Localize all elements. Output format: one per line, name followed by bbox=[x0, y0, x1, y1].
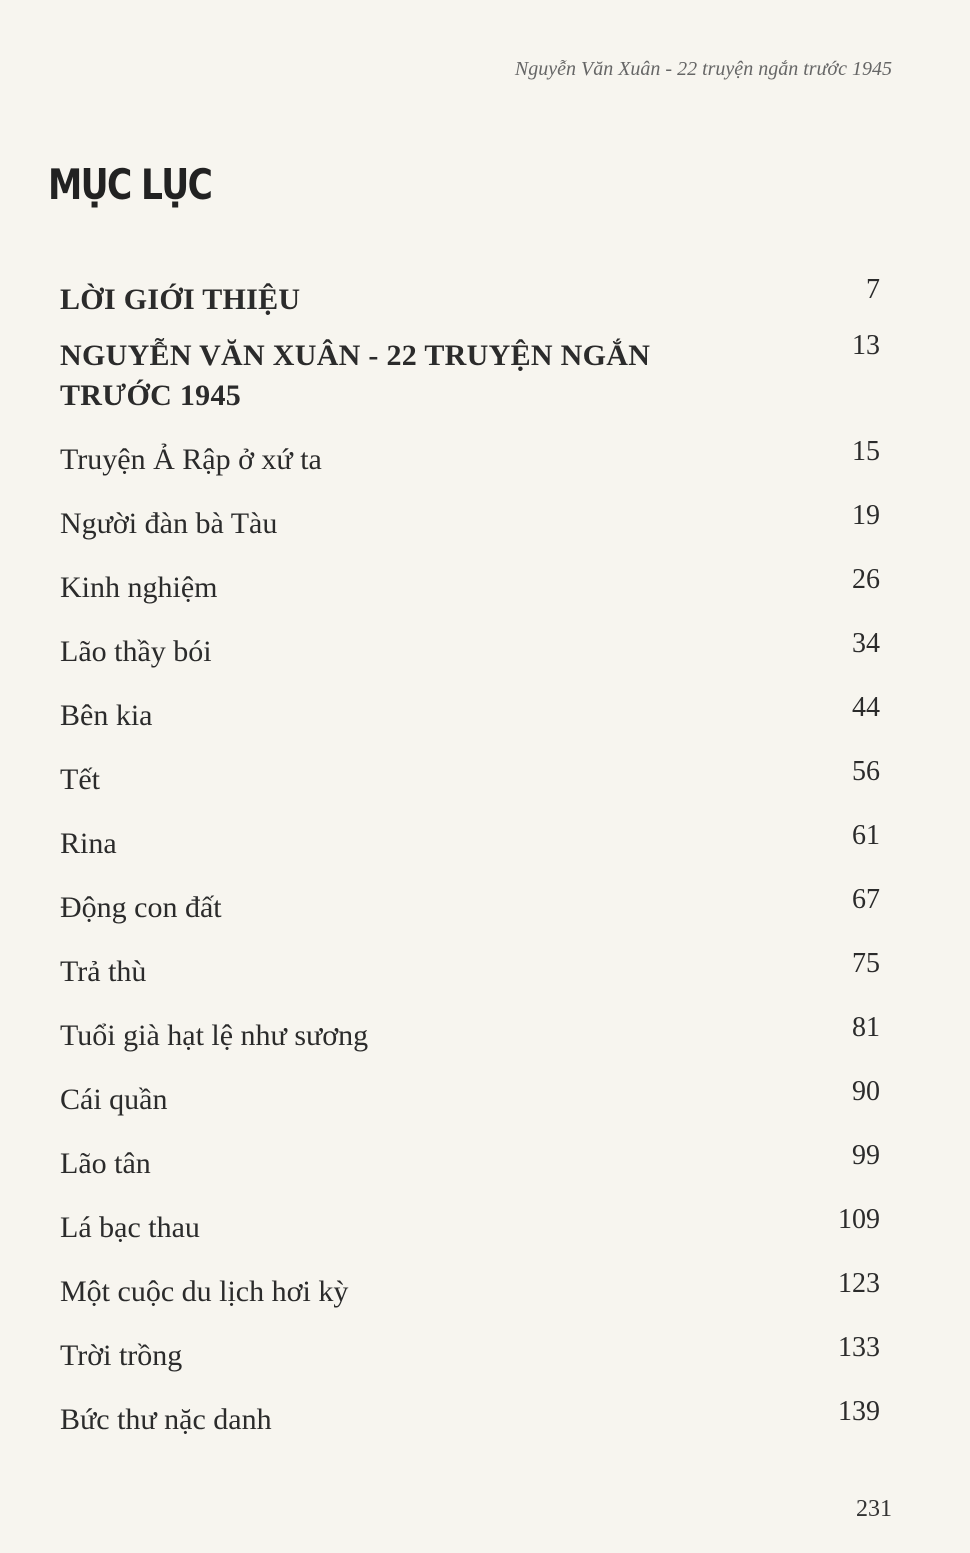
toc-entry-page: 81 bbox=[852, 1012, 880, 1043]
toc-entry-title: Trời trồng bbox=[60, 1339, 183, 1372]
toc-entry-title: NGUYỄN VĂN XUÂN - 22 TRUYỆN NGẮN TRƯỚC 1945 bbox=[60, 339, 651, 412]
toc-entry-title: Lão tân bbox=[60, 1147, 151, 1180]
toc-entry bbox=[60, 1204, 880, 1272]
toc-entry-page: 61 bbox=[852, 820, 880, 851]
toc-entry bbox=[60, 1140, 880, 1208]
toc-entry bbox=[60, 692, 880, 760]
toc-entry bbox=[60, 820, 880, 888]
toc-entry-page: 67 bbox=[852, 884, 880, 915]
toc-entry-title: Một cuộc du lịch hơi kỳ bbox=[60, 1275, 349, 1308]
toc-entry bbox=[60, 628, 880, 696]
toc-entry-title: Tuổi già hạt lệ như sương bbox=[60, 1019, 369, 1052]
toc-entry-page: 7 bbox=[866, 274, 880, 305]
toc-entry-page: 26 bbox=[852, 564, 880, 595]
toc-entry-page: 133 bbox=[838, 1332, 880, 1363]
toc-entry-title: Trả thù bbox=[60, 955, 147, 988]
toc-entry-title: Bức thư nặc danh bbox=[60, 1403, 272, 1436]
toc-entry bbox=[60, 564, 880, 632]
toc-entry-title: Truyện Ả Rập ở xứ ta bbox=[60, 443, 322, 476]
toc-entry-page: 56 bbox=[852, 756, 880, 787]
toc-list bbox=[60, 274, 880, 1464]
toc-entry-page: 123 bbox=[838, 1268, 880, 1299]
toc-entry bbox=[60, 274, 880, 336]
toc-entry-title: Kinh nghiệm bbox=[60, 571, 218, 604]
toc-entry-title: LỜI GIỚI THIỆU bbox=[60, 283, 301, 316]
toc-entry-title: Rina bbox=[60, 827, 117, 860]
toc-heading: MỤC LỤC bbox=[48, 160, 212, 209]
toc-entry-page: 75 bbox=[852, 948, 880, 979]
toc-entry bbox=[60, 1076, 880, 1144]
toc-entry bbox=[60, 1396, 880, 1464]
toc-entry bbox=[60, 330, 880, 440]
running-header: Nguyễn Văn Xuân - 22 truyện ngắn trước 1945 bbox=[514, 58, 892, 80]
toc-entry-title: Tết bbox=[60, 763, 100, 796]
toc-entry bbox=[60, 884, 880, 952]
toc-entry bbox=[60, 500, 880, 568]
toc-entry-page: 13 bbox=[852, 330, 880, 361]
toc-entry-page: 34 bbox=[852, 628, 880, 659]
toc-entry-title: Người đàn bà Tàu bbox=[60, 507, 278, 540]
toc-entry bbox=[60, 436, 880, 504]
toc-entry-page: 109 bbox=[838, 1204, 880, 1235]
toc-entry bbox=[60, 1332, 880, 1400]
toc-entry-page: 139 bbox=[838, 1396, 880, 1427]
toc-entry-page: 90 bbox=[852, 1076, 880, 1107]
page-number: 231 bbox=[856, 1496, 892, 1522]
toc-entry bbox=[60, 756, 880, 824]
toc-entry bbox=[60, 1268, 880, 1336]
toc-entry-title: Lá bạc thau bbox=[60, 1211, 200, 1244]
toc-entry-title: Cái quần bbox=[60, 1083, 168, 1116]
toc-entry-title: Động con đất bbox=[60, 891, 222, 924]
toc-entry-title: Lão thầy bói bbox=[60, 635, 212, 668]
toc-entry-page: 44 bbox=[852, 692, 880, 723]
toc-entry-page: 99 bbox=[852, 1140, 880, 1171]
toc-entry-title: Bên kia bbox=[60, 699, 153, 732]
toc-entry bbox=[60, 1012, 880, 1080]
toc-entry-page: 19 bbox=[852, 500, 880, 531]
toc-entry bbox=[60, 948, 880, 1016]
toc-entry-page: 15 bbox=[852, 436, 880, 467]
